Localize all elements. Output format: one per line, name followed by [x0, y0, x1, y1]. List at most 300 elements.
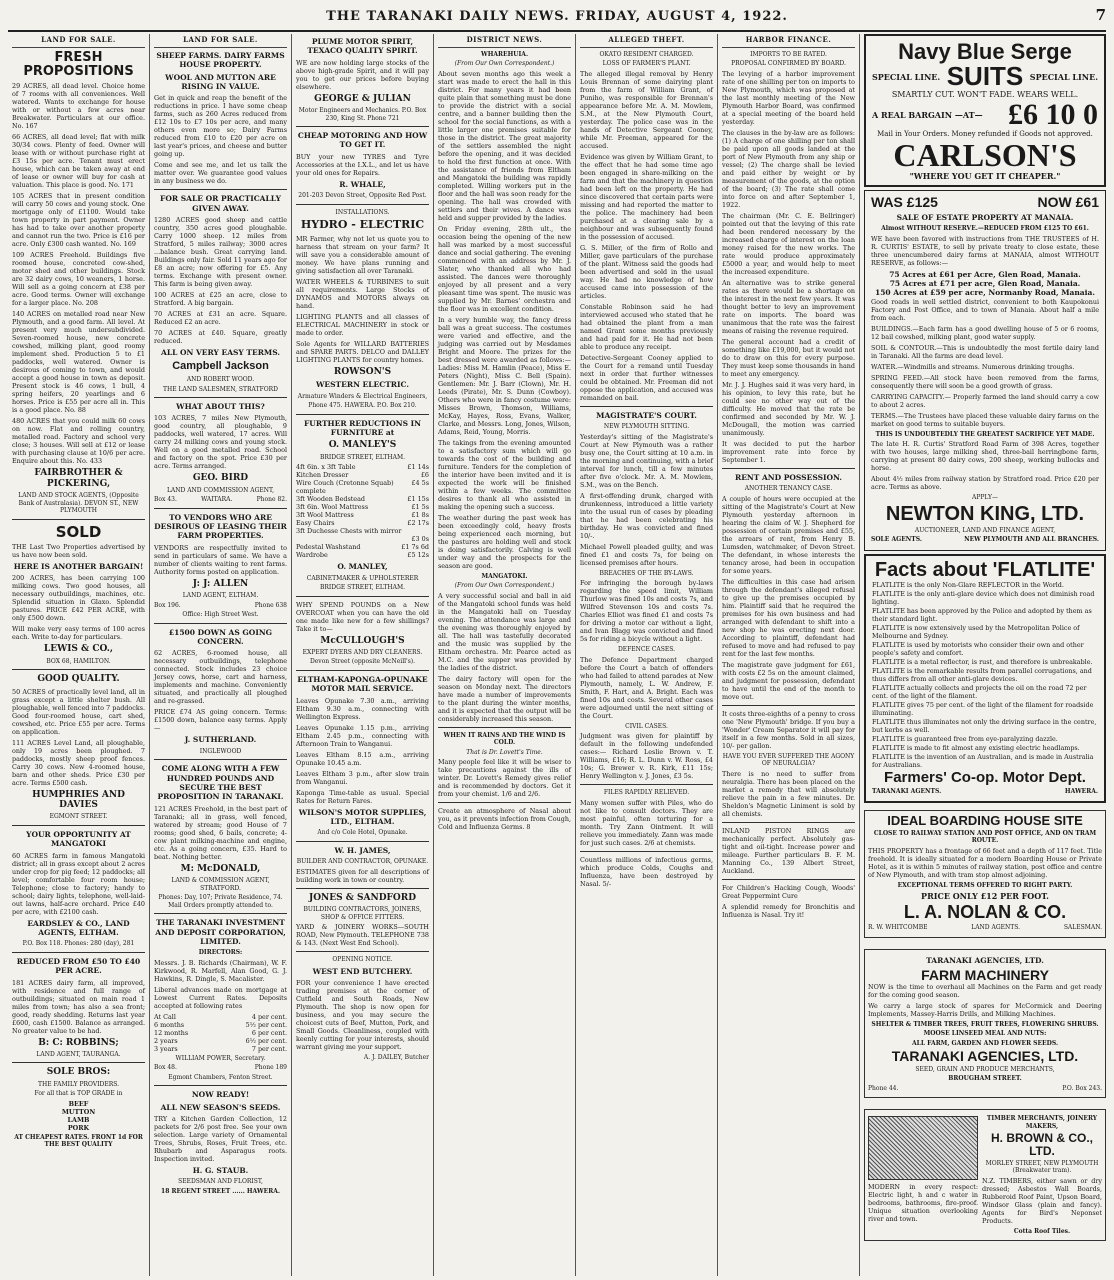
farm-item: 75 Acres at £71 per acre, Glen Road, Manaia.	[889, 279, 1081, 289]
agent-box: Box 196.	[154, 601, 181, 609]
furniture-row: 4ft 6in. x 3ft Table £1 14s	[296, 463, 429, 472]
agent-address: BROUGHAM STREET.	[948, 1075, 1022, 1083]
ad-text: 140 ACRES on metalled road near New Plymouth, and a good farm. All level. At present very much undersubdivided. Seven-roomed house, new concrete cowshed, milking plant, good roomy implement shed. Production 5 to £1 paddocks, well watered. Owner is desirous of coming to town, and would accept a good house in town as deposit. Present stock is 46 cows, 1 bull, 4 spring heifers, 20 yearlings and 6 horses. Price is £55 per acre all in. This is a good place. No. 88	[12, 310, 145, 415]
ad-text: 121 ACRES Freehold, in the best part of Taranaki; all in grass, well fenced, watered by stream; good House of 7 rooms; good shed, 6 bails, concrete; 4-cow plant milking-machine and engine, etc. As a going concern, £35. Hard to beat. Nothing better.	[154, 804, 287, 861]
agent-contact-row	[872, 788, 1098, 796]
agent-name: LEWIS & CO.,	[43, 644, 114, 655]
agent-address: LAND AND COMMISSION AGENT,	[166, 486, 275, 494]
ad-text: Many women suffer with Piles, who do not like to consult doctors. They are most painful, often torturing for a month. Try Zann Ointment. It will relieve you immediately. Zann was made for just such cases. 2/6 at chemists.	[580, 798, 713, 847]
agent-phone: Phone 638	[254, 601, 287, 609]
furniture-row: Kitchen Dresser £6	[296, 471, 429, 480]
meat-item: MUTTON	[61, 1107, 96, 1116]
ad-price: NOW £61	[1037, 194, 1099, 211]
ad-text: TRY a Kitchen Garden Collection, 12 packets for 2/6 post free. See your own selection. Large variety of Ornamental Trees, Shrubs, Roses, Fruit Trees, etc. Rhubarb and Asparagus roots. Inspection invited.	[154, 1115, 287, 1164]
agent-name: WESTERN ELECTRIC.	[316, 380, 409, 390]
rate-row: 3 years 7 per cent.	[154, 1044, 287, 1053]
article-text: A very successful social and ball in aid of the Mangatoki school funds was held in the Mangatoki hall on Tuesday evening. The attendance was large and the evening was thoroughly enjoyed by all. The hall was tastefully decorated and the music was supplied by the Eltham orchestra. Mr. Pearce acted as M.C. and the supper was provided by the ladies of the district.	[438, 591, 571, 672]
section-heading: GOOD QUALITY.	[37, 674, 120, 685]
section-heading: FOR SALE OR PRACTICALLY GIVEN AWAY.	[160, 194, 281, 213]
ad-headline: SUITS	[946, 61, 1024, 92]
ad-text: Countless millions of infectious germs, which produce Colds, Coughs and Influenza, have been destroyed by Nasal. 5/-	[580, 855, 713, 888]
article-text: It was decided to put the harbor improvement rate into force by September 1.	[722, 439, 855, 464]
ad-text: BUILDINGS.—Each farm has a good dwelling house of 5 or 6 rooms, 12 bail cowshed, milking plant, good water supply.	[871, 324, 1099, 341]
flatlite-item: FLATLITE is made to fit almost any existing electric headlamps.	[872, 743, 1080, 752]
agent-name: W. H. JAMES,	[334, 845, 391, 855]
flatlite-item: FLATLITE is the invention of an Australian, and is made in Australia for Australians.	[872, 752, 1094, 769]
agent-address: INGLEWOOD	[199, 747, 242, 755]
article-text: For infringing the borough by-laws regarding the speed limit, William Thurlow was fined 10s and costs 7s, and Wilfred Stevenson 10s and costs 7s. Charles Elliot was fined £1 and costs 7s for driving a motor car without a light, and Ivan Blagg was convicted and fined 5s for riding a bicycle without a light.	[580, 579, 713, 644]
agent-label: SOLE AGENTS.	[871, 536, 922, 544]
section-heading: TO VENDORS WHO ARE DESIROUS OF LEASING THEIR FARM PROPERTIES.	[154, 512, 287, 541]
agent-name: M: McDONALD,	[180, 863, 261, 874]
agent-name: A. J. DAILEY, Butcher	[363, 1053, 429, 1061]
section-heading: RENT AND POSSESSION.	[734, 472, 843, 482]
fresh-propositions-headline: FRESH PROPOSITIONS	[23, 49, 134, 80]
ad-headline: Facts about 'FLATLITE'	[874, 558, 1096, 581]
col5-header: ALLEGED THEFT.	[580, 34, 713, 48]
agent-label: SALESMAN.	[1063, 924, 1102, 932]
place-heading: WHAREHUIA.	[480, 50, 529, 58]
agent-address: Devon Street (opposite McNeill's).	[309, 658, 416, 666]
place-heading: MANGATOKI.	[481, 572, 528, 580]
flatlite-item: FLATLITE is the only Non-Glare REFLECTOR in the World.	[872, 580, 1064, 589]
agent-address: BUILDING CONTRACTORS, JOINERS, SHOP & OFFICE FITTERS.	[303, 906, 422, 921]
article-text: Constable Robinson said he had interviewed accused who stated that he had obtained the plant from a man named Grant some months previously and had paid for it. He had not been able to produce any receipt.	[580, 302, 713, 351]
ad-text: FOR your convenience I have erected trading premises at the corner of Cutfield and South Roads, New Plymouth. The shop is now open for business, and you may secure the choicest cuts of Beef, Mutton, Pork, and Small Goods. Cleanliness, coupled with keenly cutting for your interests, should warrant giving me your support.	[296, 978, 429, 1051]
furniture-row: Wardrobe £5 12s	[296, 551, 429, 560]
section-heading: SALE OF ESTATE PROPERTY AT MANAIA.	[896, 212, 1074, 222]
ad-text: Get in quick and reap the benefit of the reductions in price. I have some cheap farms, such as 260 Acres reduced from £12 10s to £7 10s per acre, and many others even more so; Dairy Farms reduced from £10 to £20 per acre on last year's prices, and cheese and butter going up.	[154, 94, 287, 159]
agent-contact-row	[154, 602, 287, 610]
ad-label: SPECIAL LINE.	[872, 71, 941, 82]
agent-address: 18 REGENT STREET ...... HAWERA.	[161, 1187, 280, 1195]
rate-row: 12 months 6 per cent.	[154, 1028, 287, 1037]
article-text: The alleged illegal removal by Henry Louis Brennan of some dairying plant from the farm of William Grant, of Puniho, was responsible for Brennan's appearance before Mr. A. M. Mowlem, S.M., at the New Plymouth Court, yesterday. The police case was in the hands of Detective Sergeant Cooney, while Mr. Freeman, appeared for the accused.	[580, 69, 713, 150]
furniture-row: 3ft Wooden Bedstead £1 15s	[296, 495, 429, 504]
agent-address: LAND AND STOCK AGENTS, (Opposite Bank of Australasia). DEVON ST., NEW PLYMOUTH	[18, 492, 139, 515]
masthead-title: THE TARANAKI DAILY NEWS. FRIDAY, AUGUST 4, 1922.	[326, 9, 788, 24]
column-7	[860, 34, 1106, 1276]
farm-list	[871, 270, 1099, 298]
agent-name: B: C: ROBBINS;	[38, 1037, 119, 1048]
ad-text: 105 ACRES that in present condition will carry 50 cows and young stock. One mortgage only of £1100. Would take town property in part payment. Owner has had to take over another property and cannot run the two. Price is £16 per acre. Only £300 cash wanted. No. 169	[12, 192, 145, 249]
ad-headline: IDEAL BOARDING HOUSE SITE	[887, 813, 1083, 829]
ad-label: SPECIAL LINE.	[1029, 71, 1098, 82]
agent-name: HUMPHRIES AND DAVIES	[32, 789, 125, 810]
ad-headline: FARM MACHINERY	[921, 966, 1049, 983]
farm-item: 150 Acres at £59 per acre, Normanby Road, Manaia.	[875, 288, 1095, 298]
section-heading: ELTHAM-KAPONGA-OPUNAKE MOTOR MAIL SERVICE.	[297, 674, 428, 694]
agent-box: Box 48.	[154, 1064, 177, 1072]
ad-row	[872, 100, 1098, 130]
article-text: On Friday evening, 28th ult., the occasion being the opening of the new hall was marked by a most successful dance and social gathering. The evening commenced with an address by Mr. J. Slater, who thanked all who had assisted. The dances were thoroughly enjoyed by all present and a very pleasant time was spent. The music was supplied by Mr. Barnes' orchestra and the floor was in excellent condition.	[438, 224, 571, 313]
columns	[8, 34, 1106, 1276]
agent-address: Armature Winders & Electrical Engineers,	[297, 392, 428, 400]
ad-text: 70 ACRES at £40. Square, greatly reduced.	[154, 329, 287, 345]
section-heading: HYDRO - ELECTRIC	[300, 218, 425, 232]
ad-label: A REAL BARGAIN —AT—	[872, 110, 983, 121]
agent-address: Phones: Day, 107; Private Residence, 74. Mail Orders promptly attended to.	[158, 894, 283, 909]
subheading: CLOSE TO RAILWAY STATION AND POST OFFICE, AND ON TRAM ROUTE.	[873, 829, 1097, 845]
agent-name: WILLIAM POWER, Secretary.	[175, 1054, 266, 1062]
agent-name: J: J: ALLEN	[192, 578, 249, 589]
subheading: LOSS OF FARMER'S PLANT.	[602, 60, 691, 68]
furniture-row: 3ft Duchesse Chests with mirror	[296, 527, 402, 536]
flatlite-item: FLATLITE is guaranteed free from eye-paralyzing dazzle.	[872, 734, 1058, 743]
ad-text: LIGHTING PLANTS and all classes of ELECTRICAL MACHINERY in stock or made to order.	[296, 312, 429, 337]
masthead	[8, 6, 1106, 32]
agent-name: H. G. STAUB.	[192, 1166, 249, 1176]
agent-name: O. MANLEY'S	[328, 440, 397, 451]
col1-header: LAND FOR SALE.	[12, 34, 145, 48]
agent-name: Farmers' Co-op. Motor Dept.	[884, 768, 1086, 786]
ad-text: Kaponga Time-table as usual. Special Rates for Return Fares.	[296, 788, 429, 805]
subheading: HAVE YOU EVER SUFFERED THE AGONY OF NEURALGIA?	[722, 752, 855, 768]
article-text: G. S. Miller, of the firm of Rollo and Miller, gave particulars of the purchase of the plant. Witness said the goods had been advertised and sold in the usual way. He had no knowledge of how accused came into possession of the articles.	[580, 243, 713, 300]
subheading: Almost WITHOUT RESERVE.—REDUCED FROM £125 TO £61.	[881, 225, 1089, 233]
ad-text: TERMS.—The Trustees have placed these valuable dairy farms on the market on good terms to suitable buyers.	[871, 411, 1099, 428]
manaia-estate-ad	[864, 190, 1106, 551]
article-text: Detective-Sergeant Cooney applied to the Court for a remand until Tuesday next in order that further witnesses could be obtained. Mr. Freeman did not oppose the application, and accused was remanded on bail.	[580, 353, 713, 402]
article-text: The difficulties in this case had arisen through the defendant's alleged refusal to give up the premises occupied by him. Plaintiff said that he required the premises for his own business and had arranged with defendant to shift into a new shop he was erecting next door. According to plaintiff, defendant had refused to move and had refused to pay rent for the last few months.	[722, 577, 855, 658]
col4-header: DISTRICT NEWS.	[438, 34, 571, 48]
ad-text: 50 ACRES of practically level land, all in grass except a little shelter bush. All ploughable, well fenced into 7 paddocks. Good four-roomed house, cart shed, cowshed, etc. Price £55 per acre. Terms on application.	[12, 687, 145, 736]
ad-text: MODERN in every respect: Electric light, h and c water in bedrooms, bathrooms, fire-proof. Unique situation overlooking river and town.	[868, 1183, 978, 1224]
agent-town: WAITARA.	[201, 496, 233, 504]
ad-text: APPLY—	[972, 494, 998, 502]
section-heading: WEST END BUTCHERY.	[312, 966, 413, 976]
ad-text: WE are now holding large stocks of the above high-grade Spirit, and it will pay you to get our prices before buying elsewhere.	[296, 58, 429, 91]
agent-address: AND ROBERT WOOD.	[186, 376, 255, 384]
ad-text: 111 ACRES Level Land, all ploughable, only 19 acres been ploughed. 7 paddocks, mostly sheep proof fences. Carry 30 cows. New 4-roomed house, barn and other sheds. Price £30 per acre. Terms £500 cash.	[12, 738, 145, 787]
agent-address: BRIDGE STREET, ELTHAM.	[319, 453, 405, 461]
ad-text: Many people feel like it will be wiser to take precautions against the ills of winter. Dr. Lovett's Remedy gives relief and is recommended by doctors. Get it from your chemist. 1/6 and 2/6.	[438, 758, 571, 799]
col6-header: HARBOR FINANCE.	[722, 34, 855, 48]
agent-box: P.O. Box 243.	[1062, 1084, 1102, 1092]
ad-price: WAS £125	[871, 194, 938, 211]
engraving-illustration	[868, 1113, 978, 1237]
article-text: The magistrate gave judgment for £61, with costs £2 5s on the amount claimed, and judgment for possession, defendant to have until the end of the month to move out.	[722, 660, 855, 701]
subheading: PRICE ONLY £12 PER FOOT.	[921, 891, 1049, 902]
ad-text: VENDORS are respectfully invited to send in particulars of same. We have a number of clients waiting to rent farms. Authority forms posted on application.	[154, 543, 287, 576]
subheading: DEFENCE CASES.	[617, 646, 676, 654]
agent-name: GEORGE & JULIAN	[314, 93, 411, 104]
rate-row: 6 months 5½ per cent.	[154, 1020, 287, 1029]
furniture-row: 3ft Wool Mattress £1 8s	[296, 511, 429, 520]
ad-text: BUY your new TYRES and Tyre Accessories at the I.X.L., and let us have your old ones for Repairs.	[296, 152, 429, 177]
agent-label: LAND AGENTS.	[971, 924, 1021, 932]
section-heading: WHEN IT RAINS AND THE WIND IS COLD.	[443, 731, 566, 747]
taranaki-agencies-ad	[864, 949, 1106, 1099]
subheading: CIVIL CASES.	[625, 722, 668, 730]
byline: (From Our Own Correspondent.)	[454, 582, 555, 590]
section-heading: YOUR OPPORTUNITY AT MANGATOKI	[26, 829, 131, 849]
ad-text: 70 ACRES at £31 an acre. Square. Reduced £2 an acre.	[154, 310, 287, 326]
furniture-list	[296, 463, 429, 559]
agent-address: Egmont Chambers, Fenton Street.	[168, 1073, 273, 1081]
flatlite-item: FLATLITE is the only anti-glare device which does not diminish road lighting.	[872, 589, 1095, 606]
timber-yard-engraving	[868, 1116, 978, 1180]
agent-name: TARANAKI AGENCIES, LTD.	[926, 955, 1044, 965]
subheading: PROPOSAL CONFIRMED BY BOARD.	[731, 60, 846, 68]
ad-text: It costs three-eighths of a penny to cross one 'New Plymouth' bridge. If you buy a 'Wonder' Cream Separator it will pay for itself in a few months. Sold in all sizes, 10/- per gallon.	[722, 709, 855, 750]
agent-address: BRIDGE STREET, ELTHAM.	[319, 584, 405, 592]
agent-address: AUCTIONEER, LAND AND FINANCE AGENT,	[914, 526, 1056, 534]
rates-list	[154, 1013, 287, 1053]
ad-text: We carry a large stock of spares for McCormick and Deering Implements, Massey-Harris Drills, and Milking Machines.	[868, 1001, 1102, 1018]
ad-text: 1280 ACRES good sheep and cattle country, 350 acres good ploughable. Carry 1000 sheep. 12 miles from Stratford, 5 miles railway; 3000 acres ...balance bush. Great carrying land. Buildings only fair. Sold 11 years ago for £8 an acre; now offering for £5. Any terms. Exchange with present owner. This farm is being given away.	[154, 216, 287, 288]
subheading: ALL FARM, GARDEN AND FLOWER SEEDS.	[911, 1039, 1059, 1047]
article-text: The levying of a harbor improvement rate of one shilling per ton on imports to New Plymouth, which was proposed at the last monthly meeting of the New Plymouth Harbor Board, was confirmed at a special meeting of the board held yesterday.	[722, 69, 855, 126]
article-text: Mr. J. J. Hughes said it was very hard, in his opinion, to levy this rate, but he could see no other way out of the difficulty. He moved that the rate be confirmed and seconded by Mr. W. J. McDougall, the motion was carried unanimously.	[722, 380, 855, 437]
article-text: Evidence was given by William Grant, to the effect that he had some time ago been engaged in share-milking on the farm and that the machinery in question had been left on the property. He had since discovered that certain parts were missing and had reported the matter to the police. The machinery had been purchased at a clearing sale by a neighbour and was subsequently found in the possession of accused.	[580, 152, 713, 241]
agent-name: ROWSON'S	[333, 366, 392, 377]
ad-text: THIS PROPERTY has a frontage of 66 feet and a depth of 117 feet. Title freehold. It is ideally situated for a modern Boarding House or Private Hotel, as it is within 5 minutes of railway station, post office and centre of New Plymouth, and with tram stop almost adjoining.	[868, 846, 1102, 879]
furniture-row: Pedestal Washstand £1 7s 6d	[296, 543, 429, 552]
ad-text: Create an atmosphere of Nasal about you, as it prevents infection from Cough, Cold and Influenza Germs. 8	[438, 807, 571, 832]
agent-address: Office: High Street West.	[182, 611, 259, 619]
agent-name: L. A. NOLAN & CO.	[903, 902, 1067, 923]
flatlite-ad	[864, 554, 1106, 803]
agent-name: EARDSLEY & CO., LAND AGENTS, ELTHAM.	[27, 918, 130, 937]
ad-text: WE have been favored with instructions from THE TRUSTEES of H. R. CURTIS' ESTATE, to sell by private treaty to close estate, these three unencumbered dairy farms at MANAIA, almost WITHOUT RESERVE, as follows:—	[871, 234, 1099, 267]
agent-address: THE LAND SALESMEN, STRATFORD	[163, 385, 278, 393]
farm-item: 75 Acres at £61 per Acre, Glen Road, Manaia.	[889, 269, 1081, 279]
ad-text: WHY SPEND POUNDS on a New OVERCOAT when you can have the old one made like new for a few shillings? Take it to—	[296, 600, 429, 633]
agent-name: H. BROWN & CO., LTD.	[991, 1131, 1093, 1158]
ad-text: ESTIMATES given for all descriptions of building work in town or country.	[296, 867, 429, 884]
agent-name: JONES & SANDFORD	[308, 892, 417, 903]
subheading: THIS IS UNDOUBTEDLY THE GREATEST SACRIFICE YET MADE.	[875, 430, 1095, 438]
agent-phone: Phone 82.	[256, 496, 287, 504]
agent-name: FAIRBROTHER & PICKERING,	[34, 468, 123, 489]
section-heading: WOOL AND MUTTON ARE RISING IN VALUE.	[165, 72, 276, 91]
section-heading: OPENING NOTICE.	[332, 956, 393, 964]
agent-address: SEEDSMAN AND FLORIST,	[178, 1178, 263, 1186]
article-text: The takings from the evening amounted to a satisfactory sum which will go towards the cost of the building and furniture. Tenders for the completion of the interior have been invited and it is expected the work will be finished within a few weeks. The committee desires to thank all who assisted in making the opening such a success.	[438, 438, 571, 511]
bargain-heading: HERE IS ANOTHER BARGAIN!	[13, 562, 144, 572]
article-text: The clauses in the by-law are as follows: (1) A charge of one shilling per ton shall be paid upon all goods landed at the port of New Plymouth from any ship or vessel; (2) The charge shall be levied and paid either by weight or by measurement of the goods, at the option of the board; (3) The rate shall come into force on and after September 1, 1922.	[722, 128, 855, 209]
agent-phone: Phone 44.	[868, 1084, 899, 1092]
agent-name: TARANAKI AGENCIES, LTD.	[891, 1048, 1079, 1065]
agent-address: EGMONT STREET.	[49, 813, 108, 821]
subheading: EXCEPTIONAL TERMS OFFERED TO RIGHT PARTY.	[897, 881, 1073, 889]
section-heading: ALL NEW SEASON'S SEEDS.	[160, 1102, 281, 1112]
column-6	[718, 34, 860, 1276]
article-text: The weather during the past week has been exceedingly cold, heavy frosts being experienced each morning, but the pastures are holding well and stock is doing satisfactorily. Calving is well under way and the prospects for the season are good.	[438, 513, 571, 570]
subheading: OKATO RESIDENT CHARGED.	[599, 50, 694, 58]
meat-item: PORK	[67, 1123, 90, 1132]
flatlite-item: FLATLITE is a metal reflector, is rust, and therefore is unbreakable.	[872, 657, 1093, 666]
furniture-row: £3 0s	[411, 535, 429, 544]
agent-address: THE FAMILY PROVIDERS.	[37, 1080, 120, 1088]
article-text: Judgment was given for plaintiff by default in the following undefended cases:— Richard Leslie Brown v. T. Williams, £16; R. L. Dunn v. W. Ross, £4 10s; G. Brewer v. R. Kirk, £11 15s; Henry Wellington v. J. Jones, £3 5s.	[580, 732, 713, 781]
article-text: The dairy factory will open for the season on Monday next. The directors have made a number of improvements to the plant during the winter months, and it is expected that the output will be considerably increased this season.	[438, 674, 571, 723]
agent-contact-row	[868, 1085, 1102, 1093]
subheading: IMPORTS TO BE RATED.	[750, 50, 827, 58]
ad-text: For Children's Hacking Cough, Woods' Great Peppermint Cure	[722, 883, 855, 900]
agent-contact-row	[868, 924, 1102, 932]
ad-text: WATER.—Windmills and streams. Numerous drinking troughs.	[871, 362, 1075, 371]
ad-text: 200 ACRES, has been carrying 100 milking cows. Two good houses, all necessary outbuildings, machines, etc. Splendid situation in Glaxo. Splendid pastures. PRICE £42 PER ACRE, with only £500 down.	[12, 574, 145, 623]
ad-text: YARD & JOINERY WORKS—SOUTH ROAD, New Plymouth. TELEPHONE 738 & 143. (Next West End School).	[296, 923, 429, 948]
flatlite-list	[872, 581, 1098, 769]
agent-address: And c/o Cole Hotel, Opunake.	[317, 829, 408, 837]
ad-text: 480 ACRES that you could milk 60 cows on now. Flat and rolling country, metalled road. Factory and school very close; 3 houses. Will sell at £12 or lease with purchasing clause at 10/6 per acre. Enquire about this. No. 433	[12, 417, 145, 466]
col2-header: LAND FOR SALE.	[154, 34, 287, 48]
agent-name: GEO. BIRD	[192, 473, 249, 484]
column-4	[434, 34, 576, 1276]
article-text: An alternative was to strike general rates as there would be a shortage on the interest in the next few years. It was thought better to levy an improvement rate on imports. The board was unanimous that the rate was the fairest means of raising the revenue required.	[722, 278, 855, 335]
ad-text: Cotta Roof Tiles.	[1013, 1227, 1071, 1235]
section-heading: £1500 DOWN AS GOING CONCERN.	[168, 627, 273, 647]
section-heading: THE TARANAKI INVESTMENT AND DEPOSIT CORPORATION, LIMITED.	[155, 918, 286, 946]
ad-headline: Navy Blue Serge	[898, 39, 1072, 64]
article-text: About seven months ago this week a start was made to erect the hall in this district. For many years it had been quite plain that something must be done to provide the district with a social centre, and a banner building then the school for the social functions, as with a little larger one premises suitable for those in the district. The great majority of the settlers assembled the night before the opening, and it was decided to hold the first function at once. With the assistance of friends from Eltham and Mangatoki the building was rapidly completed. Willing workers put in the floor and the hall was soon ready for the opening. The hall was crowded with settlers and their wives. A dance was held and supper provided by the ladies.	[438, 69, 571, 222]
ad-text: WATER WHEELS & TURBINES to suit all requirements. Large Stocks of DYNAMOS and MOTORS always on hand.	[296, 277, 429, 310]
column-3	[292, 34, 434, 1276]
section-heading: COME ALONG WITH A FEW HUNDRED POUNDS AND SECURE THE BEST PROPOSITION IN TARANAKI.	[157, 764, 284, 802]
meat-item: BEEF	[68, 1099, 89, 1108]
ad-text: Leaves Opunake 7.30 a.m., arriving Eltham 9.30 a.m., connecting with Wellington Express.	[296, 696, 429, 721]
ad-text: 181 ACRES dairy farm, all improved, with residence and full range of outbuildings; situated on main road 1 miles from town; has also a sea front; good, ready shedding. Returns last year £600, cash £1500. Balance as arranged. No greater value to be had.	[12, 978, 145, 1035]
section-heading: WHAT ABOUT THIS?	[176, 402, 265, 412]
ad-row	[872, 63, 1098, 90]
agent-address: NEW PLYMOUTH AND ALL BRANCHES.	[964, 536, 1099, 544]
subheading: FILES RAPIDLY RELIEVED.	[603, 789, 690, 797]
agent-name: SOLE BROS:	[46, 1067, 111, 1078]
furniture-row: Wire Couch (Cretonne Squab) £4 5s	[296, 479, 429, 488]
ad-text: N.Z. TIMBERS, either sawn or dry dressed; Asbestos Wall Boards, Rubberoid Roof Paint, Upson Board, Windsor Glass (plain and fancy). Agents for Bird's Neponset Products.	[982, 1176, 1102, 1225]
ad-slogan: "WHERE YOU GET IT CHEAPER."	[909, 171, 1061, 182]
agent-label: TARANAKI AGENTS.	[872, 787, 942, 795]
ad-text: A splendid remedy for Bronchitis and Influenza is Nasal. Try it!	[722, 902, 855, 919]
furniture-row: Easy Chairs £2 17s	[296, 519, 429, 528]
agent-address: CABINETMAKER & UPHOLSTERER	[306, 574, 419, 582]
meat-list	[12, 1100, 145, 1132]
ad-text: SOIL & CONTOUR.—This is undoubtedly the most fertile dairy land in Taranaki. All the farms are dead level.	[871, 343, 1099, 360]
subheading: ANOTHER TENANCY CASE.	[744, 485, 833, 493]
section-heading: SHEEP FARMS. DAIRY FARMS HOUSE PROPERTY.	[156, 50, 285, 70]
ad-text: Leaves Eltham 8.15 a.m., arriving Opunake 10.45 a.m.	[296, 750, 429, 767]
agent-address: BOX 68, HAMILTON.	[46, 657, 111, 665]
section-heading: REDUCED FROM £50 TO £40 PER ACRE.	[16, 956, 141, 976]
carlsons-ad	[864, 34, 1106, 187]
section-heading: PLUME MOTOR SPIRIT, TEXACO QUALITY SPIRIT.	[307, 37, 418, 56]
ad-text: Good roads in well settled district, convenient to both Kaupokonui Factory and Post Office, and to town of Manaia. About half a mile from each.	[871, 297, 1099, 322]
flatlite-item: FLATLITE actually collects and projects the oil on the road 72 per cent. of the light of the filament.	[872, 683, 1087, 700]
ad-text: There is no need to suffer from neuralgia. There has been placed on the market a remedy that will absolutely relieve the pain in a few minutes. Dr. Sheldon's Magnetic Liniment is sold by all chemists.	[722, 769, 855, 818]
ad-text: Leaves Eltham 3 p.m., after slow train from Wanganui.	[296, 769, 429, 786]
agent-address: HAWERA.	[1064, 787, 1098, 795]
ad-text: 109 ACRES Freehold. Buildings five roomed house, concreted cow-shed, motor shed and other buildings. Stock are 32 dairy cows, 10 weaners, 1 horse. Will sell as a going concern at £38 per acre. Good terms. Owner will exchange for a larger place. No. 208	[12, 251, 145, 308]
section-heading: NOW READY!	[191, 1090, 250, 1100]
flatlite-item: FLATLITE has been approved by the Police and adopted by them as their standard light.	[872, 606, 1092, 623]
article-text: The general account had a credit of something like £19,000, but it would not do to draw on this for every purpose. They must keep some thousands in hand to meet any emergency.	[722, 337, 855, 378]
ad-text: The late H. R. Curtis' Stratford Road Farm of 398 Acres, together with two houses, large milking shed, three-bail herringbone farm, carrying at present 80 dairy cows, 200 sheep, working bullocks and horse.	[871, 440, 1099, 473]
ad-text: Sole Agents for WILLARD BATTERIES and SPARE PARTS. DELCO and DALLEY LIGHTING PLANTS for country homes.	[296, 339, 429, 364]
article-text: Michael Powell pleaded guilty, and was fined £1 and costs 7s, for being on licensed premises after hours.	[580, 542, 713, 567]
agent-address: 201-203 Devon Street, Opposite Red Post.	[298, 192, 427, 200]
agent-address: BUILDER AND CONTRACTOR, OPUNAKE.	[296, 858, 429, 866]
ad-text: Leaves Opunake 1.15 p.m., arriving Eltham 2.45 p.m., connecting with Afternoon Train to Wanganui.	[296, 723, 429, 748]
ad-text: INLAND PISTON RINGS are mechanically perfect. Absolutely gas-tight and oil-tight. Increase power and mileage. Further particulars B. F. M. Manning Co., 139 Albert Street, Auckland.	[722, 826, 855, 875]
nolan-ad	[864, 810, 1106, 938]
agent-name: R. WHALE,	[339, 179, 386, 189]
agent-address: LAND AGENT, TAURANGA.	[36, 1050, 121, 1058]
agent-name: NEWTON KING, LTD.	[885, 502, 1085, 525]
agent-address: LAND & COMMISSION AGENT, STRATFORD.	[171, 877, 270, 892]
flatlite-item: FLATLITE is the remarkable results from parallel corrugations, and thus differs from all other anti-glare devices.	[872, 666, 1092, 683]
agent-address: EXPERT DYERS AND DRY CLEANERS.	[302, 648, 423, 656]
subheading: SHELTER & TIMBER TREES, FRUIT TREES, FLOWERING SHRUBS.	[871, 1020, 1099, 1028]
ad-text: 62 ACRES, 6-roomed house, all necessary outbuildings, telephone connected. Stock includes 23 choice Jersey cows, horse, cart and harness, implements and machine. Conveniently situated, and practically all ploughed and re-grassed.	[154, 649, 287, 706]
ad-brand: CARLSON'S	[893, 137, 1077, 174]
ad-price: £6 10 0	[1008, 98, 1098, 132]
ad-text: 100 ACRES at £25 an acre, close to Stratford. A big bargain.	[154, 291, 287, 307]
agent-address: Motor Engineers and Mechanics. P.O. Box 230, King St. Phone 721	[298, 107, 427, 122]
agent-name: J. SUTHERLAND.	[184, 735, 257, 745]
agent-box: Box 43.	[154, 496, 177, 504]
rate-row: At Call 4 per cent.	[154, 1012, 287, 1021]
ad-text: Liberal advances made on mortgage at Lowest Current Rates. Deposits accepted at following rates	[154, 985, 287, 1010]
ad-text: 29 ACRES, all dead level. Choice home of 7 rooms with all conveniences. Well watered. Wants to exchange for house with or without a few acres near Breakwater. Particulars at our office. No. 167	[12, 82, 145, 131]
ad-text: THE Last Two Properties advertised by us have now been sold.	[12, 543, 145, 560]
section-heading: CHEAP MOTORING AND HOW TO GET IT.	[297, 131, 428, 150]
ad-text: 60 ACRES farm in famous Mangatoki district; all in grass except about 2 acres under crop for pig feed; 12 paddocks; all level; comfortable four room house; Telephone; close to factory; handy to school; dairy lights, telephone, well-laid-out lawns, half-acre orchard. Price £40 per acre, with £2100 cash.	[12, 851, 145, 916]
agent-address: LAND AGENT, ELTHAM.	[182, 592, 259, 600]
section-heading: INSTALLATIONS.	[335, 208, 390, 216]
agent-contact-row	[154, 496, 287, 504]
article-text: A first-offending drunk, charged with drunkenness, introduced a little variety into the usual run of cases by pleading that he had been celebrating his birthday. He was convicted and fined 10/-.	[580, 491, 713, 540]
ad-text: DIRECTORS:	[198, 949, 243, 957]
furniture-row: 3ft 6in. Wool Mattress £1 5s	[296, 503, 429, 512]
ad-text: MR Farmer, why not let us quote you to harness that stream on your farm? It will save you a considerable amount of money. We have plans running and giving satisfaction all over Taranaki.	[296, 234, 429, 275]
furniture-row: complete	[296, 487, 326, 496]
ad-text: About 4½ miles from railway station by Stratford road. Price £20 per acre. Terms as above.	[871, 475, 1099, 492]
meat-item: LAMB	[67, 1115, 90, 1124]
ad-text: For all that is TOP GRADE in	[34, 1090, 123, 1098]
agent-address: Phone 475. HAWERA. P.O. Box 210.	[308, 402, 417, 410]
section-heading: FURTHER REDUCTIONS IN FURNITURE at	[303, 418, 422, 437]
page-number: 7	[1095, 6, 1106, 24]
article-text: Yesterday's sitting of the Magistrate's Court at New Plymouth was a rather busy one, the Court sitting at 10 a.m. in the morning and continuing, with a brief interval for lunch, till a few minutes after five o'clock. Mr. A. M. Mowlem, S.M., was on the Bench.	[580, 432, 713, 489]
ad-text: Messrs. J. B. Richards (Chairman), W. F. Kirkwood, R. Marfell, Alan Good, G. J. Hawkins, R. Dingle, S. Macalister.	[154, 958, 287, 983]
agent-name: O. MANLEY,	[337, 562, 388, 572]
ad-text: Will make very easy terms of 100 acres each. Write to-day for particulars.	[12, 625, 145, 642]
agent-label: R. W. WHITCOMBE	[868, 924, 928, 932]
flatlite-item: FLATLITE is used by motorists who consider their own and other people's safety and comfort.	[872, 640, 1084, 657]
agent-name: McCULLOUGH'S	[320, 635, 405, 646]
subheading: TIMBER MERCHANTS, JOINERY MAKERS,	[986, 1115, 1098, 1130]
section-heading: ALL ON VERY EASY TERMS.	[161, 348, 280, 357]
rate-row: 2 years 6½ per cent.	[154, 1036, 287, 1045]
column-1	[8, 34, 150, 1276]
subheading: MOOSE LINSEED MEAL AND NUTS:	[923, 1030, 1047, 1038]
article-text: The chairman (Mr. C. E. Bellringer) pointed out that the levying of this rate had been rendered necessary by the increased charge of interest on the loan money raised for the new works. The rate would produce approximately £5000 a year, and would help to meet the increased expenditure.	[722, 211, 855, 276]
ad-text: SMARTLY CUT. WON'T FADE. WEARS WELL.	[891, 90, 1079, 100]
section-heading: That is Dr. Lovett's Time.	[466, 748, 543, 756]
brown-text	[982, 1113, 1102, 1237]
ad-text: SPRING FEED.—All stock have been removed from the farms, consequently there will soon be a good growth of grass.	[871, 373, 1099, 390]
article-text: A couple of hours were occupied at the sitting of the Magistrate's Court at New Plymouth yesterday afternoon in hearing the claim of W. J. Shepherd for possession of certain premises and £55, the arrears of rent, from Henry B. Lumsden, watchmaker, of Devon Street. The defendant, in whose interests the tenancy arose, had been in occupation for some years.	[722, 494, 855, 575]
column-5	[576, 34, 718, 1276]
agent-contact-row	[154, 1064, 287, 1072]
brown-timber-ad	[864, 1109, 1106, 1241]
sold-heading: SOLD	[55, 522, 102, 541]
subheading: BREACHES OF THE BY-LAWS.	[599, 569, 694, 577]
byline: (From Our Own Correspondent.)	[454, 60, 555, 68]
